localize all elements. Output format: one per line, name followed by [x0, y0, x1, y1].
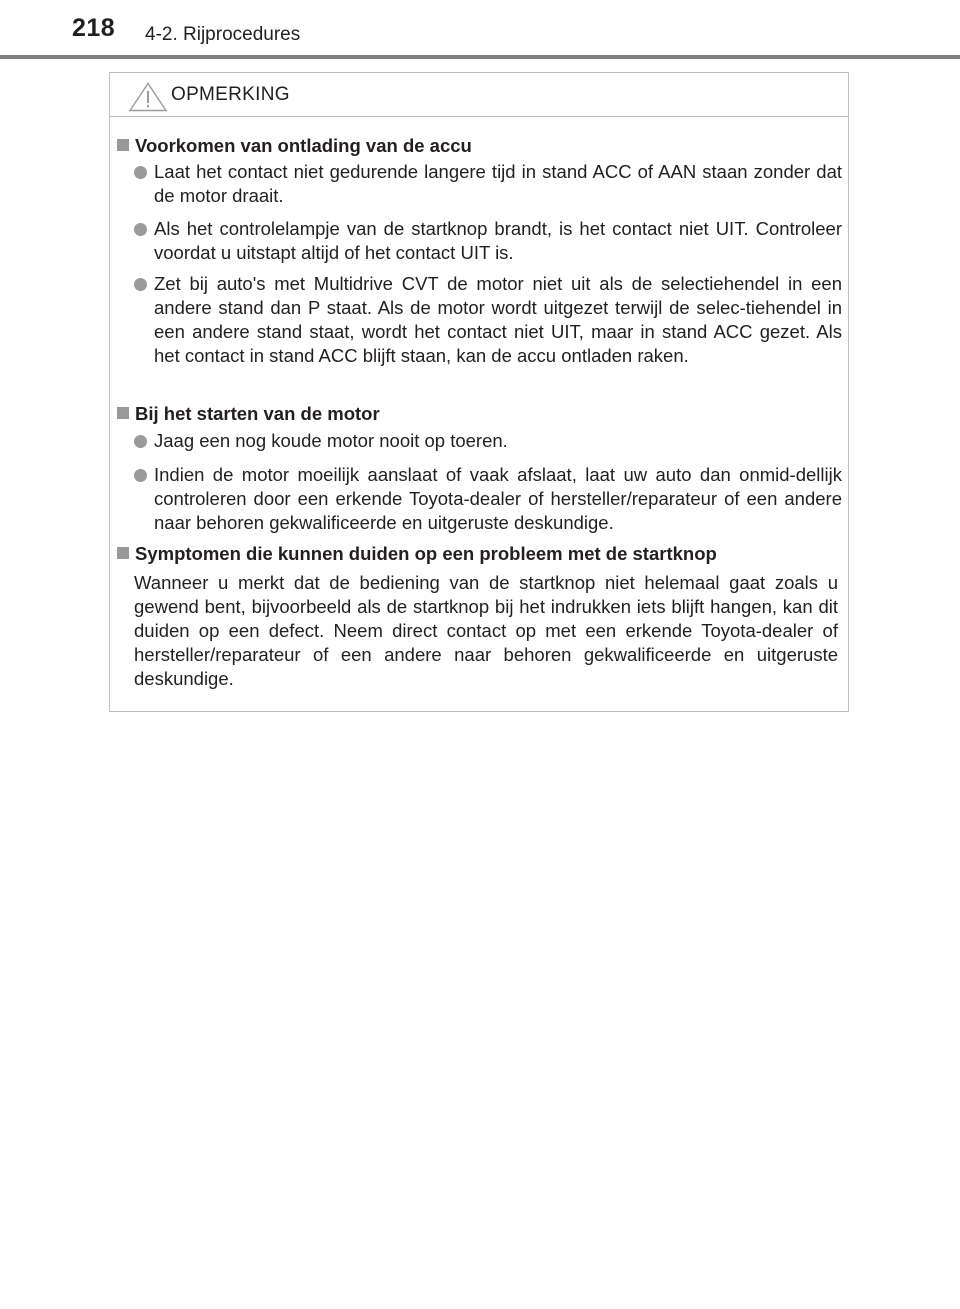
square-bullet-icon [117, 547, 129, 559]
list-item-text: Laat het contact niet gedurende langere tijd in stand ACC of AAN staan zonder dat de motor draait. [154, 161, 842, 206]
list-item [134, 272, 842, 368]
list-item [134, 217, 842, 265]
section-heading-text: Symptomen die kunnen duiden op een probleem met de startknop [135, 543, 717, 564]
list-item-text: Als het controlelampje van de startknop brandt, is het contact niet UIT. Controleer voordat u uitstapt altijd of het contact UIT is. [154, 218, 842, 263]
notice-paragraph: Wanneer u merkt dat de bediening van de startknop niet helemaal gaat zoals u gewend bent, bijvoorbeeld als de startknop bij het indrukken iets blijft hangen, kan dit duiden op een defect. Neem direct contact op met een erkende Toyota-dealer of hersteller/reparateur of een andere naar behoren gekwalificeerde en uitgeruste deskundige. [134, 572, 838, 689]
section-heading [117, 135, 472, 157]
page-header [0, 0, 960, 60]
round-bullet-icon [134, 435, 147, 448]
list-item [134, 463, 842, 535]
section-heading [117, 543, 717, 565]
round-bullet-icon [134, 469, 147, 482]
notice-header [110, 73, 848, 117]
section-heading-text: Bij het starten van de motor [135, 403, 380, 424]
square-bullet-icon [117, 139, 129, 151]
section-title: 4-2. Rijprocedures [145, 24, 301, 45]
notice-box [109, 72, 849, 712]
list-item-text: Jaag een nog koude motor nooit op toeren. [154, 430, 508, 451]
page-number: 218 [72, 14, 116, 42]
square-bullet-icon [117, 407, 129, 419]
list-item-text: Zet bij auto's met Multidrive CVT de motor niet uit als de selectiehendel in een andere stand dan P staat. Als de motor wordt uitgezet terwijl de selec-tiehendel in een andere stand staat, wordt het contact niet UIT, maar in stand ACC gezet. Als het contact in stand ACC blijft staan, kan de accu ontladen raken. [154, 273, 842, 366]
list-item [134, 160, 842, 208]
section-heading [117, 403, 380, 425]
list-item-text: Indien de motor moeilijk aanslaat of vaak afslaat, laat uw auto dan onmid-dellijk controleren door een erkende Toyota-dealer of hersteller/reparateur of een andere naar behoren gekwalificeerde en uitgeruste deskundige. [154, 464, 842, 533]
list-item [134, 429, 842, 453]
round-bullet-icon [134, 223, 147, 236]
warning-triangle-icon [128, 82, 168, 112]
notice-label: OPMERKING [171, 84, 290, 105]
header-divider [0, 55, 960, 59]
round-bullet-icon [134, 278, 147, 291]
round-bullet-icon [134, 166, 147, 179]
section-heading-text: Voorkomen van ontlading van de accu [135, 135, 472, 156]
